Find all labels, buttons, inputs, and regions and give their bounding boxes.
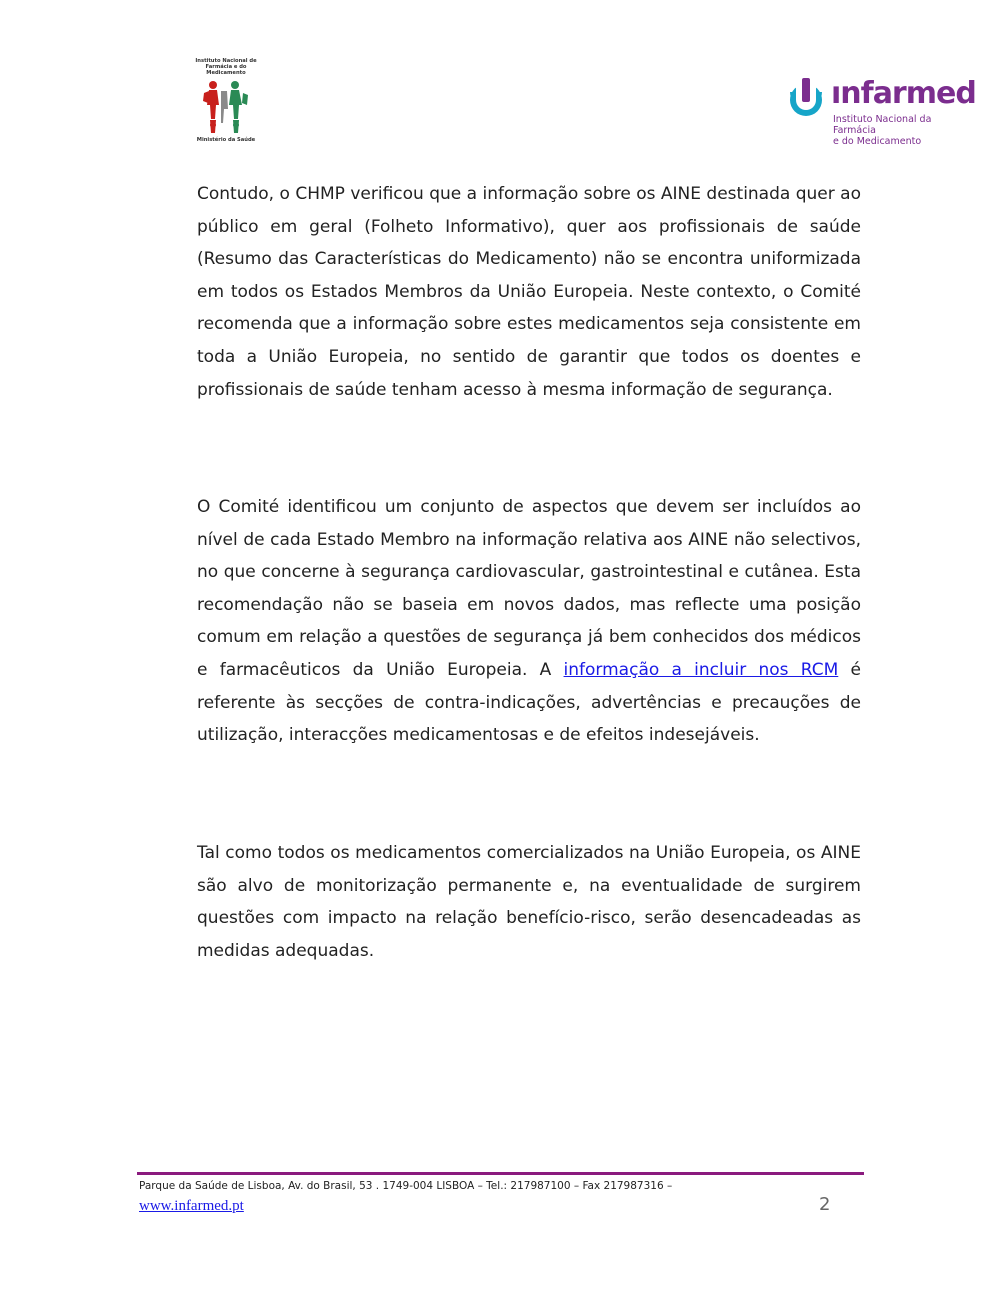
infarmed-wordmark: ınfarmed (831, 76, 976, 111)
infarmed-subtitle (833, 114, 961, 147)
paragraph-1: Contudo, o CHMP verificou que a informação sobre os AINE destinada quer ao público em geral (Folheto Informativo), quer aos profissionais de saúde (Resumo das Características do Medicamento) não se encontra uniformizada em todos os Estados Membros da União Europeia. Neste contexto, o Comité recomenda que a informação sobre estes medicamentos seja consistente em toda a União Europeia, no sentido de garantir que todos os doentes e profissionais de saúde tenham acesso à mesma informação de segurança. (197, 184, 861, 400)
paragraph-2-text-b: é referente às secções de contra-indicações, advertências e precauções de utilização, interacções medicamentosas e de efeitos indesejáveis. (197, 659, 861, 746)
footer-address: Parque da Saúde de Lisboa, Av. do Brasil, 53 . 1749-004 LISBOA – Tel.: 217987100 – Fax 217987316 – (139, 1180, 673, 1192)
ministry-logo (193, 58, 259, 144)
footer-website-link[interactable]: www.infarmed.pt (139, 1198, 244, 1214)
infarmed-subtitle-line-2: e do Medicamento (833, 136, 922, 147)
paragraph-2-text-a: O Comité identificou um conjunto de aspectos que devem ser incluídos ao nível de cada Estado Membro na informação relativa aos AINE não selectivos, no que concerne à segurança cardiovascular, gastrointestinal e cutânea. Esta recomendação não se baseia em novos dados, mas reflecte uma posição comum em relação a questões de segurança já bem conhecidos dos médicos e farmacêuticos da União Europeia. A (197, 497, 861, 680)
paragraph-3: Tal como todos os medicamentos comercializados na União Europeia, os AINE são alvo de monitorização permanente e, na eventualidade de surgirem questões com impacto na relação benefício-risco, serão desencadeadas as medidas adequadas. (197, 843, 861, 961)
ministry-logo-caption: Ministério da Saúde (196, 137, 256, 143)
paragraph-2 (197, 491, 861, 752)
footer-divider (137, 1172, 864, 1175)
infarmed-mark-icon (786, 78, 828, 120)
infarmed-subtitle-line-1: Instituto Nacional da Farmácia (833, 114, 932, 136)
page-number: 2 (819, 1194, 831, 1215)
rcm-info-link[interactable]: informação a incluir nos RCM (563, 659, 839, 680)
ministry-logo-title: Instituto Nacional de Farmácia e do Medicamento (195, 58, 257, 76)
infarmed-logo (786, 74, 976, 147)
human-figures-icon (201, 79, 251, 135)
